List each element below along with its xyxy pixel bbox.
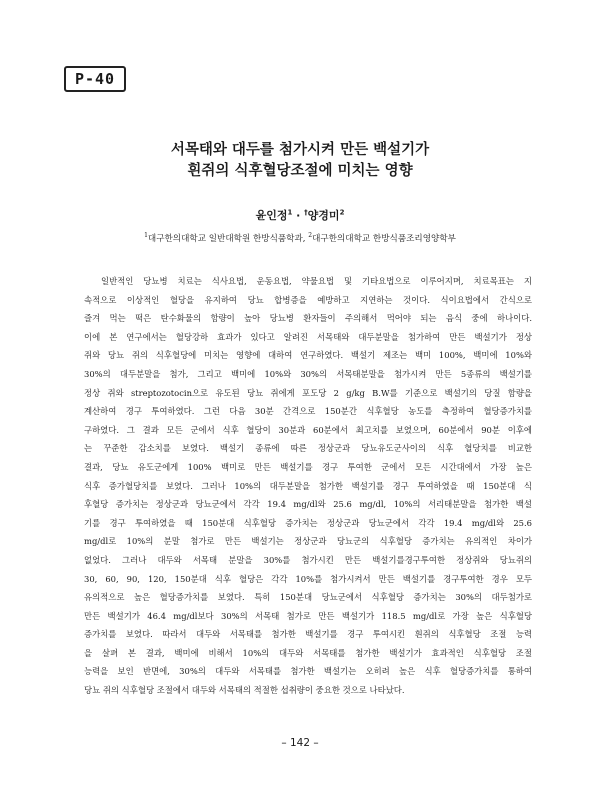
abstract-line: 유의적으로 높은 혈당증가치를 보였다. 특히 150분대 당뇨군에서 식후혈당 증가치는 30%의 대두첨가로 <box>84 592 532 603</box>
affiliations <box>0 232 600 244</box>
affil-2-mark: 2 <box>308 232 313 240</box>
author-separator: · <box>292 209 305 222</box>
author-1-affil-mark: 1 <box>287 208 293 217</box>
abstract-line: 을 살펴 본 결과, 백미에 비해서 10%의 대두와 서목태를 첨가한 백설기가 효과적인 식후혈당 조절 <box>84 647 532 658</box>
poster-number-badge: P-40 <box>64 66 126 92</box>
title-line-1: 서목태와 대두를 첨가시켜 만든 백설기가 <box>170 142 430 158</box>
abstract-line: 속적으로 이상적인 혈당을 유지하여 당뇨 합병증을 예방하고 지연하는 것이다. 식이요법에서 간식으로 <box>84 294 532 305</box>
abstract-line: 이에 본 연구에서는 혈당강하 효과가 있다고 알려진 서목태와 대두분말을 첨가하여 만든 백설기가 정상 <box>84 331 532 342</box>
abstract-line: 쥐와 당뇨 쥐의 식후혈당에 미치는 영향에 대하여 연구하였다. 백설기 제조는 백미 100%, 백미에 10%와 <box>84 350 532 361</box>
abstract-line: mg/dl로 10%의 분말 첨가로 만든 백설기는 정상군과 당뇨군의 식후혈당 증가치는 유의적인 차이가 <box>84 536 532 547</box>
abstract-line: 정상 쥐와 streptozotocin으로 유도된 당뇨 쥐에게 포도당 2 g/kg B.W를 기준으로 백설기의 당질 함량을 <box>84 387 532 398</box>
abstract-line: 30%의 대두분말을 첨가, 그리고 백미에 10%와 30%의 서목태분말을 첨가시켜 만든 5종류의 백설기를 <box>84 368 532 379</box>
abstract-line: 구하였다. 그 결과 모든 군에서 식후 혈당이 30분과 60분에서 최고치를 보였으며, 60분에서 90분 이후에 <box>84 424 532 435</box>
abstract-line: 만든 백설기가 46.4 mg/dl보다 30%의 서목태 첨가로 만든 백설기가 118.5 mg/dl로 가장 높은 식후혈당 <box>84 610 532 621</box>
abstract-line: 기를 경구 투여하였을 때 150분대 식후혈당 증가치는 정상군과 당뇨군에서 각각 19.4 mg/dl와 25.6 <box>84 517 532 528</box>
abstract-line: 는 꾸준한 감소치를 보였다. 백설기 종류에 따른 정상군과 당뇨유도군사이의 식후 혈당치를 비교한 <box>84 443 532 454</box>
page-number: – 142 – <box>281 737 319 749</box>
abstract-line: 능력을 보인 반면에, 30%의 대두와 서목태를 첨가한 백설기는 오히려 높은 식후 혈당증가치를 통하여 <box>84 666 532 677</box>
author-1: 윤인정 <box>255 209 288 222</box>
abstract-line: 즐겨 먹는 떡은 탄수화물의 함량이 높아 당뇨병 환자들이 주의해서 먹어야 되는 음식 중에 하나이다. <box>84 313 532 324</box>
title-line-2: 흰쥐의 식후혈당조절에 미치는 영향 <box>187 163 413 179</box>
abstract-line: 당뇨 쥐의 식후혈당 조절에서 대두와 서목태의 적절한 섭취량이 중요한 것으로 나타났다. <box>84 685 405 696</box>
author-2: 양경미 <box>307 209 340 222</box>
abstract-line: 후혈당 증가치는 정상군과 당뇨군에서 각각 19.4 mg/dl와 25.6 mg/dl, 10%의 서리태분말을 첨가한 백설 <box>84 499 532 510</box>
abstract-line: 계산하여 경구 투여하였다. 그런 다음 30분 간격으로 150분간 식후혈당 농도를 측정하여 혈당증가치를 <box>84 406 532 417</box>
abstract-line: 증가치를 보였다. 따라서 대두와 서목태를 첨가한 백설기를 경구 투여시킨 흰쥐의 식후혈당 조절 능력 <box>84 629 532 640</box>
affil-1-mark: 1 <box>144 232 148 240</box>
abstract-line: 없었다. 그러나 대두와 서목태 분말을 30%를 첨가시킨 만든 백설기를경구투여한 정상쥐와 당뇨쥐의 <box>84 554 532 565</box>
author-2-affil-mark: 2 <box>339 208 345 217</box>
authors <box>0 207 600 223</box>
abstract-line: 결과, 당뇨 유도군에게 100% 백미로 만든 백설기를 경구 투여한 군에서 모든 시간대에서 가장 높은 <box>84 461 532 472</box>
abstract-line: 일반적인 당뇨병 치료는 식사요법, 운동요법, 약물요법 및 기타요법으로 이루어지며, 치료목표는 지 <box>101 276 532 286</box>
abstract-line: 30, 60, 90, 120, 150분대 식후 혈당은 각각 10%를 첨가시켜서 만든 백설기를 경구투여한 경우 모두 <box>84 573 532 584</box>
affil-1-text: 대구한의대학교 일반대학원 한방식품학과, <box>147 234 309 244</box>
corresponding-author-mark: † <box>304 208 308 217</box>
abstract-line: 식후 증가혈당치를 보였다. 그러나 10%의 대두분말을 첨가한 백설기를 경구 투여하였을 때 150분대 식 <box>84 480 532 491</box>
abstract-body <box>84 272 532 700</box>
affil-2-text: 대구한의대학교 한방식품조리영양학부 <box>312 234 456 244</box>
